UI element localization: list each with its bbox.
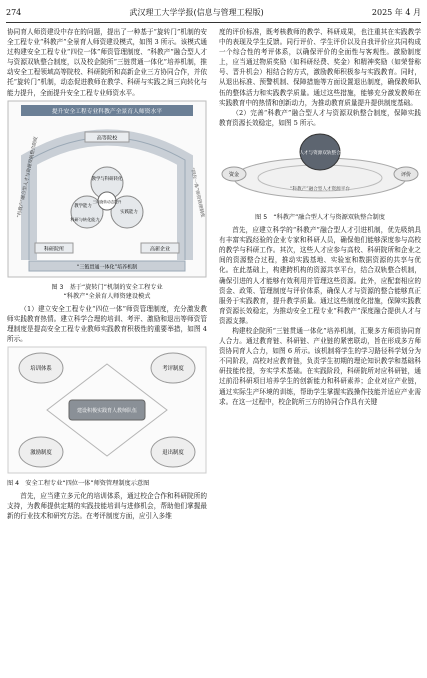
right-paragraph-3: 首先，应建立科学的“科教产”融合型人才引进机制，优先吸纳具有丰富实践经验的企业专家和科研人员，确保他们能够深度参与高校的教学与科研工作。其次，这些人才应参与高校、科研院所和企业之间的资源整合过程，推动实践基地、实验室和数据资源的共享与优化。在此基础上，构建跨机构的资源共享平台，结合双轨整合机制，确保引进的人才能够有效利用并管理这些资源。此外，应配套相应的资金、政策、管理制度与评价体系，确保人才与资源的整合能够真正服务于实践教育，提升教学质量。通过这些制度化措施，保障实践教育资源长效稳定，为推动安全工程专业“科教产”深度融合提供人才与资源支撑。 — [219, 226, 421, 325]
fig4-evaluation: 考评制度 — [162, 366, 184, 373]
figure-3-diagram — [7, 100, 207, 278]
fig4-incentive: 激励制度 — [30, 450, 52, 457]
right-paragraph-4: 构建校企院所“三链贯通一体化”培养机制，汇聚多方师资协同育人合力。通过教育链、科研链、产业链的紧密联动，旨在形成多方师资协同育人合力，如图 6 所示。该机制将学生的学习路径科学划分为不同阶段，高校对应教育链，负责学生初期的理论知识教学和基础科研技能传授，夯实学术基础。在实践阶段，科研院所对应科研链，通过前沿科研项目培养学生的创新能力和科研素养；企业对应产业链，通过实际生产环境的训练，帮助学生掌握实践操作技能并适应产业需求。在这一过程中，校企院所三方的协同合作具有关键 — [219, 326, 421, 406]
fig4-center: 建设积极实践育人教师队伍 — [76, 408, 138, 415]
fig5-core: 人才与资源双轨整合 — [299, 150, 341, 156]
fig5-right: 评价 — [400, 171, 412, 178]
fig3-left-node: 科研院所 — [43, 246, 65, 253]
fig4-training: 培训体系 — [30, 366, 52, 373]
journal-title: 武汉理工大学学报(信息与管理工程版) — [129, 7, 264, 17]
figure-3-caption-line2: “科教产”全景育人师资建设模式 — [63, 292, 151, 300]
figure-3 — [7, 100, 207, 301]
fig5-left: 资金 — [228, 171, 240, 178]
right-paragraph-1: 度的评价标准，既考核教师的教学、科研成果，也注重其在实践教学中的表现及学生反馈。同行评价、学生评价以及自我评价应共同构成一个综合性的考评体系，以确保评价的全面性与客观性。激励制度上，应当通过物质奖励（如科研经费、奖金）和精神奖励（如荣誉称号、晋升机会）相结合的方式，激励教师积极参与实践教育。同时，从退出标准、预警机制、保障措施等方面设置退出制度，确保教师队伍的整体活力和实践教学质量。通过这些措施，能够充分激发教师在实践教育中的热情和创新动力，为推动教育质量提升提供制度基础。 — [219, 28, 421, 107]
fig5-label-bottom: “科教产”融合型人才资源平台 — [290, 186, 350, 192]
figure-5-diagram — [219, 130, 421, 208]
fig3-center-left: 科研与转化能力 — [70, 216, 100, 222]
figure-5 — [219, 130, 421, 222]
figure-4-caption: 图 4 安全工程专业“四位一体”师资管理制度示意图 — [7, 480, 150, 488]
left-paragraph-1: 协同育人师资建设中存在的问题，提出了一种基于“旋转门”机制的安全工程专业“科教产”全景育人师资建设模式，如图 3 所示。该模式通过构建安全工程专业“四位一体”师资管理制度、“科教产”融合型人才与资源双轨整合制度，以及校企院所“三链贯通一体化”培养机制，推动安全工程领域高等院校、科研院所和高新企业三方协同合作，并依托“旋转门”机制，动态促进教师在教学、科研与实践之间三向转化与能力提升，全面提升安全工程专业师资水平。 — [7, 28, 207, 97]
fig3-top-node-label: 高等院校 — [96, 135, 118, 142]
fig3-center-top: 教学与科研转化 — [91, 176, 123, 182]
issue-date: 2025 年 4 月 — [371, 7, 421, 17]
fig3-bottom-band: “三链贯通一体化”培养机制 — [76, 264, 138, 271]
fig3-center-right: 实践能力 — [120, 209, 138, 215]
left-paragraph-2: （1）建立安全工程专业“四位一体”师资管理制度，充分激发教师实践教育热情。建立科学合理的培训、考评、激励和退出等师资管理制度是提高安全工程专业教师实践教育积极性的重要举措，如图 4 所示。 — [7, 304, 207, 344]
page-header — [6, 5, 421, 23]
fig3-center-bottom-left: 教学能力 — [74, 203, 92, 209]
fig3-left-band: “科教产”融合型人才与资源双轨整合制度 — [17, 135, 40, 219]
left-paragraph-3: 首先，应当建立多元化的培训体系，通过校企合作和科研院所的支持，为教师提供定期的实践技能培训与进修机会，帮助他们掌握最新的行业技术和研究方法。在考评制度方面，应引入多维 — [7, 492, 207, 521]
figure-4 — [7, 346, 207, 488]
figure-3-caption — [7, 283, 207, 301]
page-number: 274 — [6, 7, 22, 17]
fig4-exit: 退出制度 — [162, 450, 184, 457]
left-column — [7, 27, 207, 522]
fig3-right-node: 高新企业 — [149, 246, 171, 253]
right-paragraph-2: （2）完善“科教产”融合型人才与资源双轨整合制度，保障实践教育资源长效稳定，如图 5 所示。 — [219, 108, 421, 127]
fig3-title: 提升安全工程专业科教产全景育人师资水平 — [51, 108, 163, 115]
figure-4-diagram — [7, 346, 207, 474]
figure-3-caption-line1: 图 3 基于“旋转门”机制的安全工程专业 — [51, 283, 163, 291]
right-column — [219, 27, 421, 407]
fig3-right-band: “四位一体”师资管理制度 — [189, 167, 205, 218]
fig3-center-mid: 三向旋转动态提升 — [92, 199, 122, 204]
figure-5-caption: 图 5 “科教产”融合型人才与资源双轨整合制度 — [255, 214, 385, 222]
